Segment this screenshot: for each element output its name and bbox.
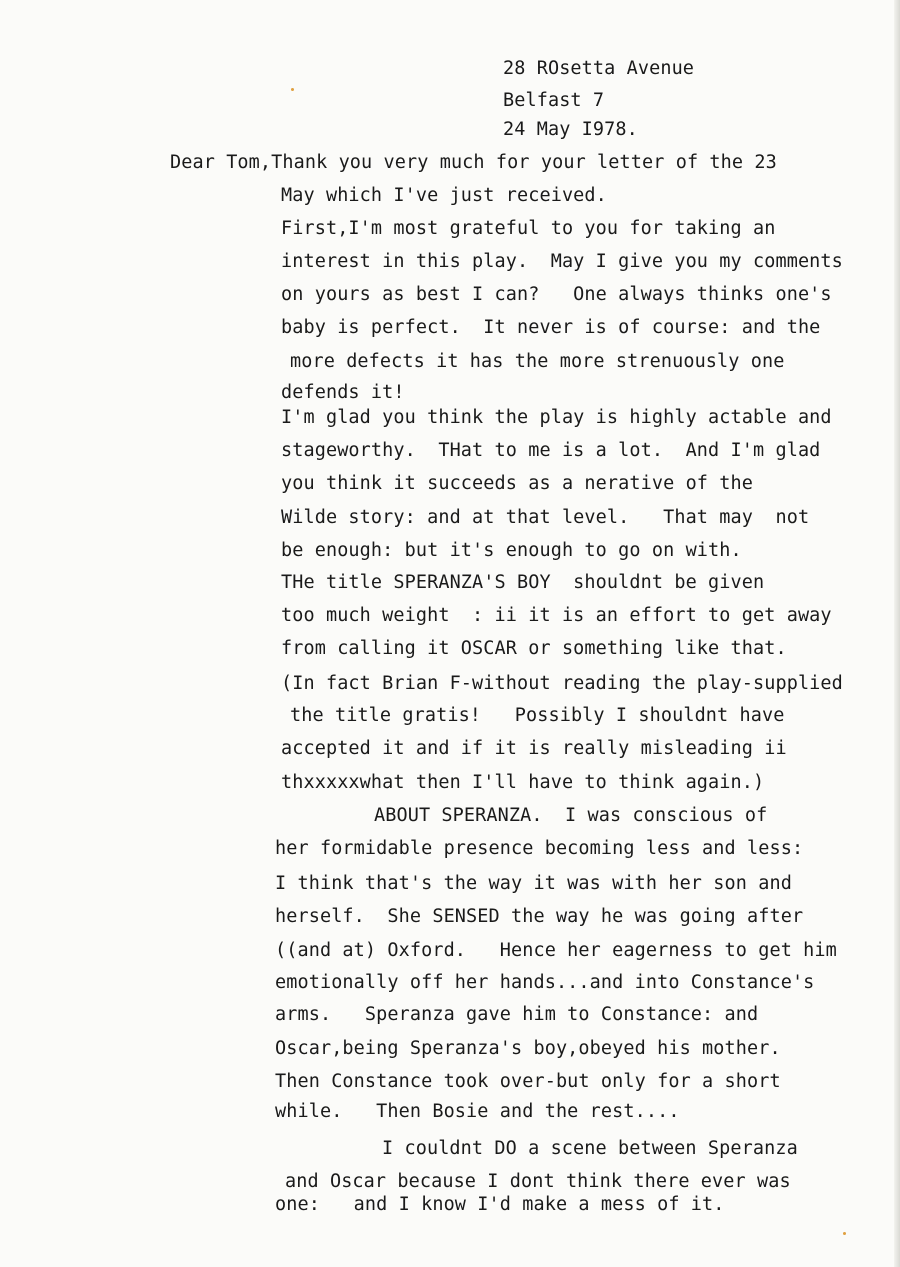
body-line: THe title SPERANZA'S BOY shouldnt be given	[281, 572, 765, 593]
body-line: ((and at) Oxford. Hence her eagerness to get him	[275, 940, 837, 961]
body-line: too much weight : ii it is an effort to get away	[281, 605, 832, 626]
paper-speck	[843, 1232, 846, 1235]
body-line: one: and I know I'd make a mess of it.	[275, 1194, 725, 1215]
body-line: Oscar,being Speranza's boy,obeyed his mother.	[275, 1038, 781, 1059]
body-line: while. Then Bosie and the rest....	[275, 1101, 680, 1122]
body-line: on yours as best I can? One always thinks one's	[281, 284, 832, 305]
paper-speck	[291, 88, 294, 91]
body-line: ABOUT SPERANZA. I was conscious of	[374, 805, 768, 826]
body-line: more defects it has the more strenuously one	[290, 351, 785, 372]
body-line: her formidable presence becoming less and less:	[275, 838, 804, 859]
body-line: accepted it and if it is really misleading ii	[281, 738, 787, 759]
address-street: 28 ROsetta Avenue	[503, 58, 695, 79]
body-line: arms. Speranza gave him to Constance: and	[275, 1004, 759, 1025]
body-line: First,I'm most grateful to you for taking an	[281, 218, 776, 239]
body-line: herself. She SENSED the way he was going after	[275, 906, 804, 927]
body-line: thxxxxxwhat then I'll have to think again.)	[281, 772, 765, 793]
body-line: Then Constance took over-but only for a short	[275, 1071, 781, 1092]
body-line: I think that's the way it was with her son and	[275, 873, 792, 894]
body-line: emotionally off her hands...and into Constance's	[275, 972, 815, 993]
body-line: be enough: but it's enough to go on with.	[281, 540, 742, 561]
body-line: Wilde story: and at that level. That may not	[281, 507, 810, 528]
body-line: I couldnt DO a scene between Speranza	[382, 1138, 798, 1159]
body-line: from calling it OSCAR or something like that.	[281, 638, 787, 659]
body-line: May which I've just received.	[281, 185, 607, 206]
letter-date: 24 May I978.	[503, 119, 638, 140]
page-edge-shadow	[894, 0, 900, 1267]
body-line: I'm glad you think the play is highly actable and	[281, 407, 832, 428]
body-line: you think it succeeds as a nerative of the	[281, 473, 753, 494]
body-line: (In fact Brian F-without reading the play-supplied	[281, 673, 843, 694]
body-line: stageworthy. THat to me is a lot. And I'm glad	[281, 440, 821, 461]
salutation-line: Dear Tom,Thank you very much for your letter of the 23	[170, 152, 777, 173]
body-line: interest in this play. May I give you my comments	[281, 251, 843, 272]
body-line: defends it!	[281, 382, 405, 403]
body-line: and Oscar because I dont think there ever was	[285, 1171, 791, 1192]
body-line: the title gratis! Possibly I shouldnt have	[290, 705, 785, 726]
address-city: Belfast 7	[503, 90, 605, 111]
body-line: baby is perfect. It never is of course: and the	[281, 317, 821, 338]
